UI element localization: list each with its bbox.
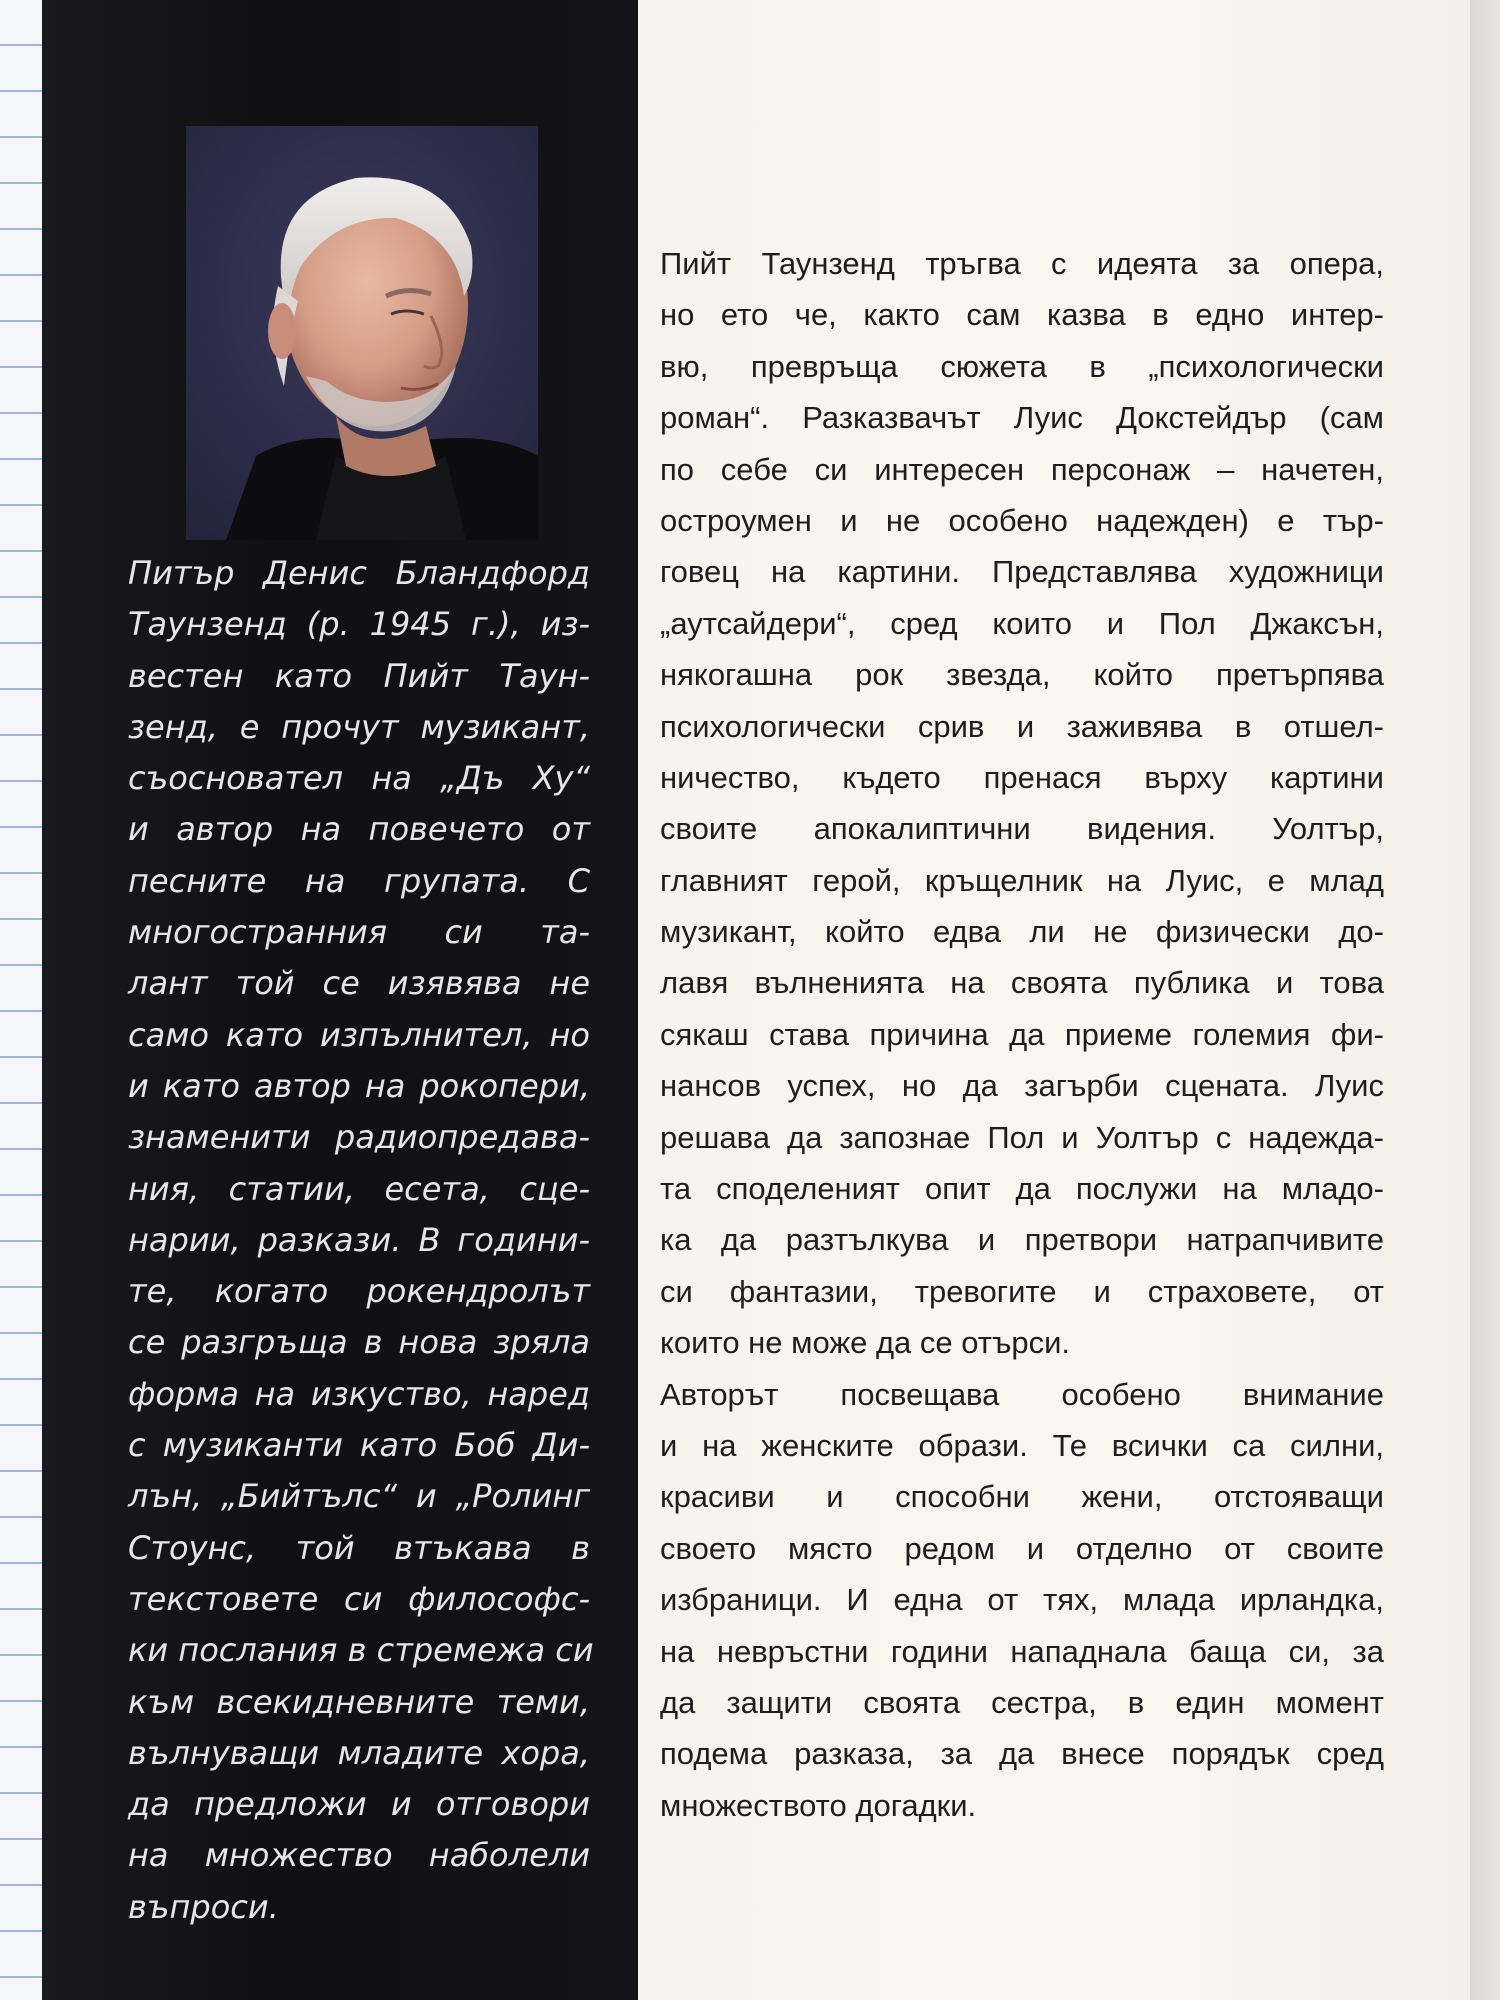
book-description-text — [660, 238, 1384, 1831]
body-line: някогашна рок звезда, който претърпява — [660, 657, 1384, 693]
caption-line: се разгръща в нова зряла — [128, 1323, 590, 1362]
caption-line: знаменити радиопредава- — [128, 1118, 590, 1157]
notebook-paper-edge — [0, 0, 43, 2000]
body-line: подема разказа, за да внесе порядък сред — [660, 1736, 1384, 1772]
caption-line: въпроси. — [128, 1887, 279, 1926]
body-line: нансов успех, но да загърби сцената. Луис — [660, 1068, 1384, 1104]
caption-line: форма на изкуство, наред — [128, 1374, 590, 1413]
page-edge-shadow — [1470, 0, 1500, 2000]
caption-line: ки послания в стремежа си — [128, 1631, 594, 1670]
caption-line: многостранния си та- — [128, 913, 590, 952]
caption-line: да предложи и отговори — [128, 1785, 590, 1824]
caption-line: само като изпълнител, но — [128, 1015, 590, 1054]
body-line: психологически срив и заживява в отшел- — [660, 708, 1384, 744]
caption-line: зенд, е прочут музикант, — [128, 707, 590, 746]
body-line: си фантазии, тревогите и страховете, от — [660, 1273, 1384, 1309]
body-line: красиви и способни жени, отстояващи — [660, 1479, 1384, 1515]
body-line: своите апокалиптични видения. Уолтър, — [660, 811, 1384, 847]
body-line: лавя вълненията на своята публика и това — [660, 965, 1384, 1001]
caption-line: вестен като Пийт Таун- — [128, 656, 590, 695]
body-line: Пийт Таунзенд тръгва с идеята за опера, — [660, 246, 1384, 281]
body-line: своето място редом и отделно от своите — [660, 1530, 1384, 1566]
caption-line: и автор на повечето от — [128, 810, 590, 849]
caption-line: те, когато рокендролът — [128, 1272, 590, 1311]
caption-line: текстовете си философс- — [128, 1579, 590, 1618]
body-line: главният герой, кръщелник на Луис, е млад — [660, 862, 1384, 898]
body-line: избраници. И една от тях, млада ирландка, — [660, 1582, 1384, 1618]
caption-line: вълнуващи младите хора, — [128, 1733, 590, 1772]
body-line: остроумен и не особено надежден) е тър- — [660, 502, 1384, 538]
body-line: множеството догадки. — [660, 1787, 977, 1823]
caption-line: Таунзенд (р. 1945 г.), из- — [128, 605, 590, 644]
body-line: роман“. Разказвачът Луис Докстейдър (сам — [660, 400, 1384, 436]
body-line: ка да разтълкува и претвори натрапчивите — [660, 1222, 1384, 1258]
caption-line: съосновател на „Дъ Ху“ — [128, 759, 590, 798]
caption-line: Стоунс, той втъкава в — [128, 1528, 590, 1567]
body-line: Авторът посвещава особено внимание — [660, 1376, 1384, 1412]
caption-line: нарии, разкази. В години- — [128, 1220, 590, 1259]
caption-line: ния, статии, есета, сце- — [128, 1169, 590, 1208]
body-line: по себе си интересен персонаж – начетен, — [660, 451, 1384, 487]
caption-line: песните на групата. С — [128, 861, 590, 900]
caption-line: лън, „Бийтълс“ и „Ролинг — [128, 1477, 590, 1516]
author-portrait-icon — [186, 126, 538, 540]
body-line: ничество, където пренася върху картини — [660, 759, 1384, 795]
author-portrait-photo — [186, 126, 538, 540]
body-line: да защити своята сестра, в един момент — [660, 1684, 1384, 1720]
body-line: „аутсайдери“, сред които и Пол Джаксън, — [660, 605, 1384, 641]
body-line: та споделеният опит да послужи на младо- — [660, 1171, 1384, 1207]
body-line: вю, превръща сюжета в „психологически — [660, 348, 1384, 384]
caption-line: лант той се изявява не — [128, 964, 590, 1003]
caption-line: на множество наболели — [128, 1836, 590, 1875]
body-line: и на женските образи. Те всички са силни, — [660, 1427, 1384, 1463]
body-line: на невръстни години нападнала баща си, за — [660, 1633, 1384, 1669]
author-bio-caption — [128, 548, 594, 1933]
body-line: но ето че, както сам казва в едно интер- — [660, 297, 1384, 333]
body-line: говец на картини. Представлява художници — [660, 554, 1384, 590]
caption-line: Питър Денис Бландфорд — [128, 554, 590, 592]
body-line: музикант, който едва ли не физически до- — [660, 914, 1384, 950]
caption-line: към всекидневните теми, — [128, 1682, 590, 1721]
caption-line: и като автор на рокопери, — [128, 1066, 590, 1105]
body-line: които не може да се отърси. — [660, 1325, 1071, 1361]
caption-line: с музиканти като Боб Ди- — [128, 1426, 590, 1465]
body-line: решава да запознае Пол и Уолтър с надежда- — [660, 1119, 1384, 1155]
body-line: сякаш става причина да приеме големия фи- — [660, 1016, 1384, 1052]
